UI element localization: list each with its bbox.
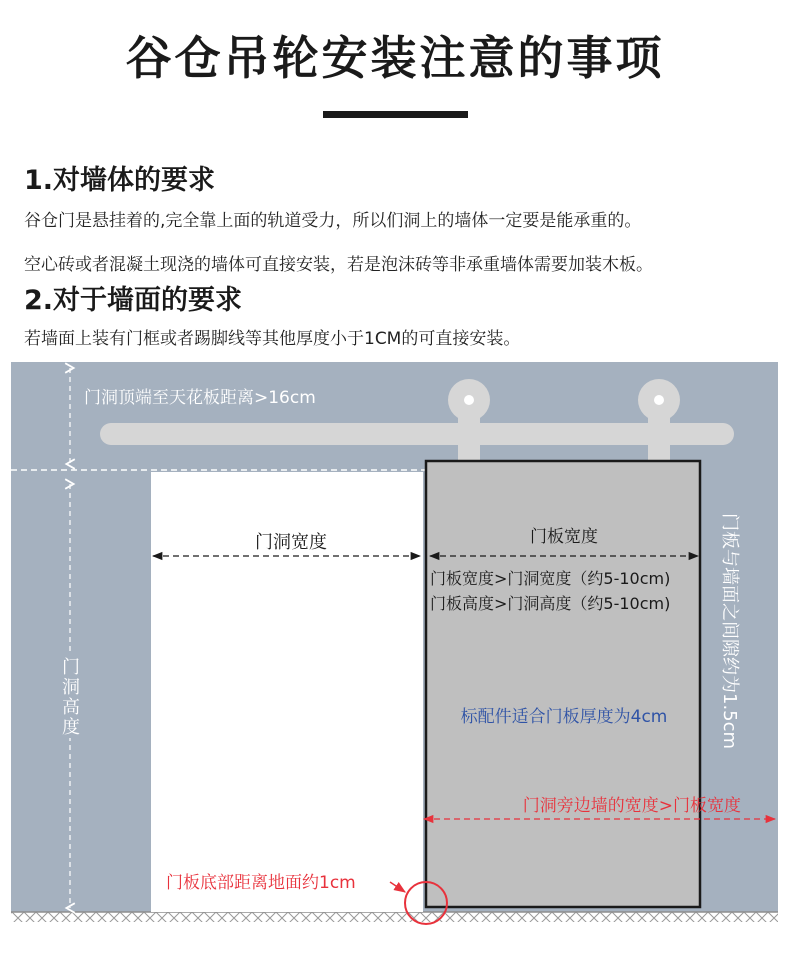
panel-width-label: 门板宽度 [530,527,598,547]
page-title: 谷仓吊轮安装注意的事项 [125,31,665,85]
side-wall-note: 门洞旁边墙的宽度>门板宽度 [522,796,741,816]
section1-paragraph-1: 谷仓门是悬挂着的,完全靠上面的轨道受力，所以们洞上的墙体一定要是能承重的。 [24,211,642,231]
panel-height-note: 门板高度>门洞高度（约5-10cm) [430,594,671,613]
floor-gap-label: 门板底部距离地面约1cm [166,873,356,893]
opening-height-char-2: 洞 [62,677,80,698]
opening-height-label [58,654,84,738]
opening-height-char-1: 门 [62,657,80,678]
section2-paragraph-1: 若墙面上装有门框或者踢脚线等其他厚度小于1CM的可直接安装。 [24,329,521,349]
opening-height-char-4: 度 [62,717,80,738]
section1-paragraph-2: 空心砖或者混凝土现浇的墙体可直接安装，若是泡沫砖等非承重墙体需要加装木板。 [24,255,653,275]
section2-heading: 2.对于墙面的要求 [24,285,243,316]
opening-width-label: 门洞宽度 [255,532,327,553]
track-rail [100,423,734,445]
panel-width-note: 门板宽度>门洞宽度（约5-10cm) [430,569,671,588]
top-clearance-label: 门洞顶端至天花板距离>16cm [84,388,316,408]
opening-height-char-3: 高 [62,697,80,718]
hardware-thickness-note: 标配件适合门板厚度为4cm [460,707,668,727]
floor [11,912,778,922]
section1-heading: 1.对墙体的要求 [24,165,216,196]
wall-gap-label: 门板与墙面之间隙约为1.5cm [719,513,740,750]
